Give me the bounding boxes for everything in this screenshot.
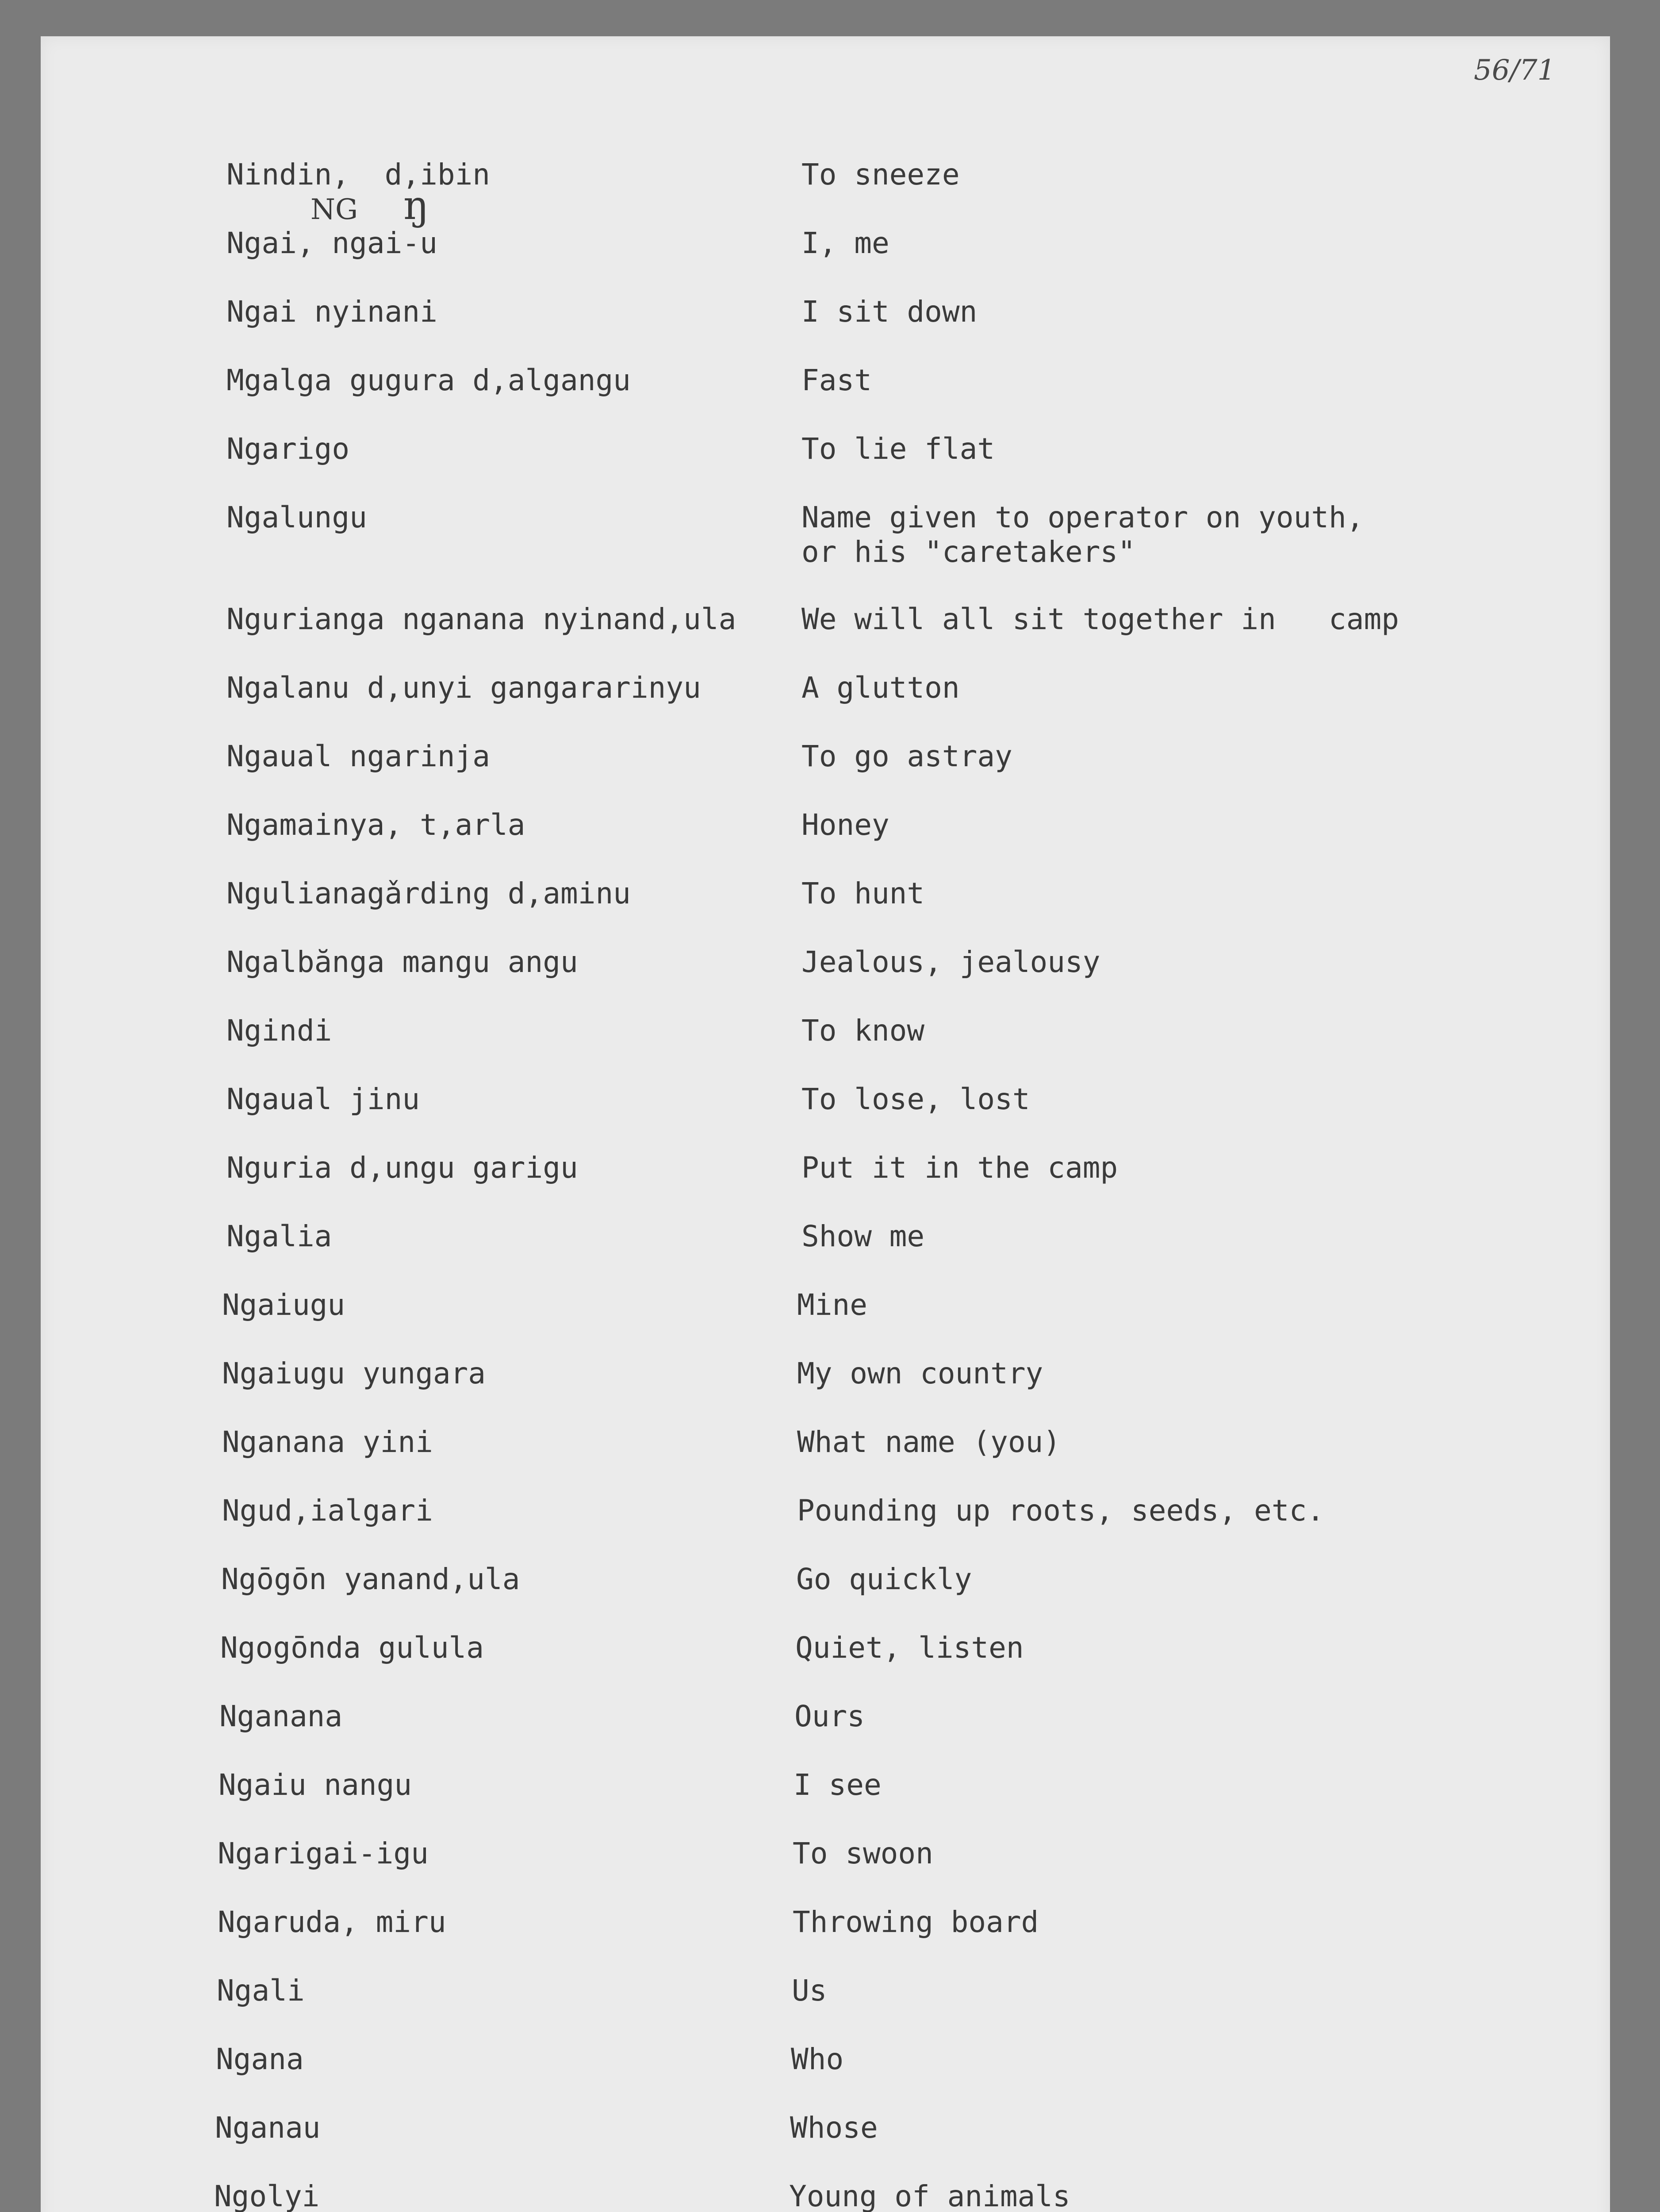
entry-term: Ngud,ialgari bbox=[222, 1494, 433, 1528]
entry-gloss: Name given to operator on youth, bbox=[801, 500, 1364, 534]
entry-term: Ngalia bbox=[226, 1219, 332, 1253]
entry-gloss: To go astray bbox=[801, 739, 1012, 773]
entry-term: Ngana bbox=[216, 2042, 304, 2076]
entry-gloss: Go quickly bbox=[796, 1562, 972, 1596]
entry-term: Ngai nyinani bbox=[226, 295, 437, 329]
entry-gloss: I, me bbox=[801, 226, 889, 260]
handwritten-eng-symbol: ŋ bbox=[403, 182, 429, 229]
entry-term: Nganau bbox=[215, 2111, 321, 2145]
entry-gloss: Pounding up roots, seeds, etc. bbox=[797, 1494, 1325, 1528]
entry-gloss: What name (you) bbox=[797, 1425, 1061, 1459]
entry-gloss: Jealous, jealousy bbox=[801, 945, 1100, 979]
entry-gloss: We will all sit together in camp bbox=[801, 602, 1399, 636]
entry-term: Ngōgōn yanand,ula bbox=[221, 1562, 520, 1596]
entry-gloss: Who bbox=[791, 2042, 844, 2076]
entry-term: Ngamainya, t,arla bbox=[226, 808, 525, 842]
entry-gloss: I see bbox=[794, 1768, 882, 1802]
entry-gloss: Us bbox=[792, 1974, 827, 2008]
entry-gloss: To lie flat bbox=[801, 432, 995, 466]
entry-gloss: Throwing board bbox=[793, 1905, 1039, 1939]
handwritten-annotation: NG bbox=[311, 193, 358, 226]
entry-gloss-continued: or his "caretakers" bbox=[801, 535, 1135, 569]
entry-gloss: Mine bbox=[797, 1288, 867, 1322]
entry-term: Ngogōnda gulula bbox=[220, 1631, 484, 1665]
entry-gloss: Fast bbox=[801, 363, 872, 397]
entry-term: Ngulianagǎrding d,aminu bbox=[226, 876, 631, 910]
entry-term: Nganana yini bbox=[222, 1425, 433, 1459]
entry-gloss: Honey bbox=[801, 808, 889, 842]
entry-term: Nganana bbox=[219, 1699, 343, 1733]
entry-gloss: To know bbox=[801, 1014, 925, 1048]
entry-term: Nguria d,ungu garigu bbox=[226, 1151, 578, 1185]
entry-gloss: To sneeze bbox=[801, 157, 960, 192]
entry-term: Ngaual jinu bbox=[226, 1082, 420, 1116]
entry-gloss: A glutton bbox=[801, 671, 960, 705]
entry-gloss: Quiet, listen bbox=[795, 1631, 1024, 1665]
entry-term: Ngaual ngarinja bbox=[226, 739, 491, 773]
entry-gloss: My own country bbox=[797, 1356, 1043, 1390]
entry-gloss: Whose bbox=[790, 2111, 878, 2145]
entry-gloss: To hunt bbox=[801, 876, 925, 910]
entry-gloss: To lose, lost bbox=[801, 1082, 1030, 1116]
entry-term: Ngalbănga mangu angu bbox=[226, 945, 578, 979]
entry-term: Ngaiugu yungara bbox=[222, 1356, 486, 1390]
page-number: 56/71 bbox=[1474, 54, 1556, 87]
entry-term: Ngarigai-igu bbox=[218, 1836, 429, 1870]
entry-term: Ngalungu bbox=[226, 500, 367, 534]
entry-term: Ngaiu nangu bbox=[219, 1768, 412, 1802]
entry-gloss: Show me bbox=[801, 1219, 925, 1253]
entry-gloss: I sit down bbox=[801, 295, 978, 329]
entry-gloss: Put it in the camp bbox=[801, 1151, 1118, 1185]
entry-term: Ngaiugu bbox=[222, 1288, 345, 1322]
document-page bbox=[41, 36, 1610, 2212]
entry-gloss: Young of animals bbox=[789, 2179, 1070, 2212]
entry-term: Mgalga gugura d,algangu bbox=[226, 363, 631, 397]
entry-term: Ngalanu d,unyi gangararinyu bbox=[226, 671, 701, 705]
entry-term: Ngindi bbox=[226, 1014, 332, 1048]
entry-gloss: To swoon bbox=[793, 1836, 933, 1870]
entry-term: Nindin, d,ibin bbox=[226, 157, 491, 192]
entry-gloss: Ours bbox=[794, 1699, 865, 1733]
entry-term: Ngurianga nganana nyinand,ula bbox=[226, 602, 736, 636]
entry-term: Ngarigo bbox=[226, 432, 350, 466]
entry-term: Ngaruda, miru bbox=[218, 1905, 446, 1939]
entry-term: Ngolyi bbox=[214, 2179, 320, 2212]
entry-term: Ngali bbox=[217, 1974, 305, 2008]
entry-term: Ngai, ngai-u bbox=[226, 226, 437, 260]
